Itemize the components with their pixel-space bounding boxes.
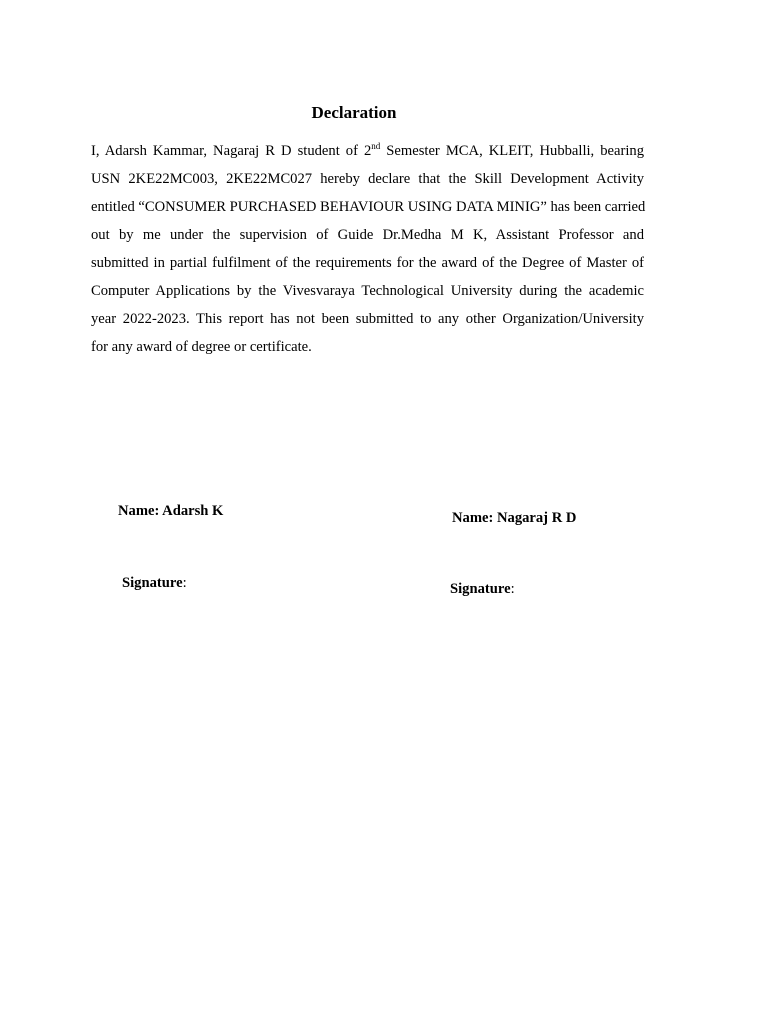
signature-left bbox=[122, 574, 187, 592]
signature-colon: : bbox=[182, 575, 187, 591]
paragraph-line: USN 2KE22MC003, 2KE22MC027 hereby declare that the Skill Development Activity bbox=[91, 171, 644, 187]
declaration-paragraph bbox=[91, 137, 644, 361]
name-left: Name: Adarsh K bbox=[118, 503, 224, 519]
paragraph-line: Computer Applications by the Vivesvaraya Technological University during the academic bbox=[91, 283, 644, 299]
signature-label: Signature bbox=[450, 581, 511, 597]
paragraph-line: out by me under the supervision of Guide Dr.Medha M K, Assistant Professor and bbox=[91, 227, 644, 243]
signature-right bbox=[450, 580, 515, 598]
paragraph-line: submitted in partial fulfilment of the requirements for the award of the Degree of Master of bbox=[91, 255, 644, 271]
signature-colon: : bbox=[510, 581, 515, 597]
paragraph-line bbox=[91, 137, 644, 165]
page-title: Declaration bbox=[311, 103, 397, 122]
paragraph-line: for any award of degree or certificate. bbox=[91, 339, 312, 355]
signature-label: Signature bbox=[122, 575, 183, 591]
name-right: Name: Nagaraj R D bbox=[452, 510, 577, 526]
paragraph-text: I, Adarsh Kammar, Nagaraj R D student of 2 bbox=[91, 143, 372, 159]
paragraph-line: entitled “CONSUMER PURCHASED BEHAVIOUR USING DATA MINIG” has been carried bbox=[91, 199, 646, 215]
paragraph-line: year 2022-2023. This report has not been submitted to any other Organization/University bbox=[91, 311, 644, 327]
ordinal-superscript: nd bbox=[371, 141, 381, 151]
paragraph-text: Semester MCA, KLEIT, Hubballi, bearing bbox=[380, 143, 644, 159]
